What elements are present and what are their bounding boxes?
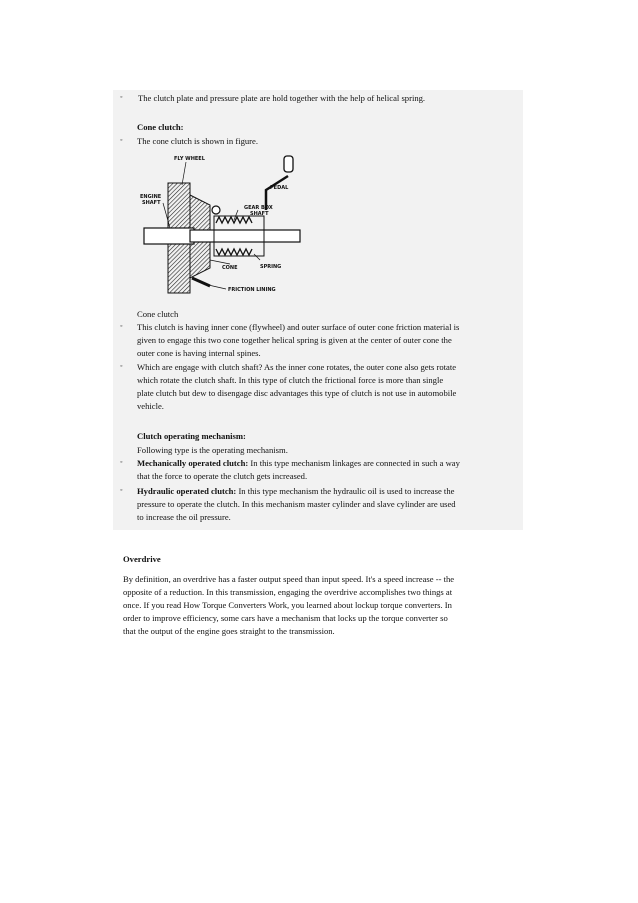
overdrive-heading: Overdrive bbox=[123, 554, 161, 564]
hydraulic-line-1 bbox=[137, 485, 454, 498]
cone-desc-line-1: This clutch is having inner cone (flywheel) and outer surface of outer cone friction material is bbox=[137, 322, 460, 332]
cone-desc2-line-4: vehicle. bbox=[137, 401, 164, 411]
bullet-marker: ◦ bbox=[120, 322, 123, 330]
overdrive-line-5: that the output of the engine goes straight to the transmission. bbox=[123, 626, 335, 636]
bullet-marker: ◦ bbox=[120, 362, 123, 370]
hydraulic-label: Hydraulic operated clutch: bbox=[137, 486, 237, 496]
mechanical-label: Mechanically operated clutch: bbox=[137, 458, 249, 468]
cone-desc2-line-2: which rotate the clutch shaft. In this type of clutch the frictional force is more than single bbox=[137, 375, 444, 385]
pedal-pad bbox=[284, 156, 293, 172]
label-gearbox-1: GEAR BOX bbox=[244, 205, 273, 211]
cone-desc-line-2: given to engage this two cone together helical spring is given at the center of outer cone the bbox=[137, 335, 452, 345]
label-fly-wheel: FLY WHEEL bbox=[174, 156, 205, 162]
cone-desc2-line-1: Which are engage with clutch shaft? As the inner cone rotates, the outer cone also gets rotate bbox=[137, 362, 457, 372]
mechanical-line-2: that the force to operate the clutch gets increased. bbox=[137, 471, 308, 481]
label-spring: SPRING bbox=[260, 264, 282, 270]
mechanical-text: In this type mechanism linkages are connected in such a way bbox=[248, 458, 460, 468]
overdrive-line-3: once. If you read How Torque Converters Work, you learned about lockup torque converters. In bbox=[123, 600, 452, 610]
cone-clutch-figure-bullet: The cone clutch is shown in figure. bbox=[137, 136, 258, 146]
cone-clutch-diagram bbox=[138, 150, 310, 300]
pivot bbox=[212, 206, 220, 214]
label-pedal: PEDAL bbox=[270, 185, 289, 191]
overdrive-line-2: opposite of a reduction. In this transmission, engaging the overdrive accomplishes two things at bbox=[123, 587, 453, 597]
operating-intro: Following type is the operating mechanism. bbox=[137, 445, 288, 455]
figure-caption: Cone clutch bbox=[137, 309, 179, 319]
bullet-marker: ◦ bbox=[120, 93, 123, 101]
cone-desc-line-3: outer cone is having internal spines. bbox=[137, 348, 261, 358]
label-gearbox-2: SHAFT bbox=[250, 211, 269, 217]
mechanical-line-1 bbox=[137, 457, 460, 470]
bullet-marker: ◦ bbox=[120, 486, 123, 494]
hydraulic-line-2: pressure to operate the clutch. In this mechanism master cylinder and slave cylinder are used bbox=[137, 499, 456, 509]
hydraulic-text: In this type mechanism the hydraulic oil is used to increase the bbox=[236, 486, 455, 496]
hydraulic-line-3: to increase the oil pressure. bbox=[137, 512, 231, 522]
label-engine-shaft-2: SHAFT bbox=[142, 200, 161, 206]
engine-shaft bbox=[144, 228, 194, 244]
label-engine-shaft-1: ENGINE bbox=[140, 194, 162, 200]
gearbox-shaft bbox=[190, 230, 300, 242]
bullet-marker: ◦ bbox=[120, 136, 123, 144]
cone-desc2-line-3: plate clutch but dew to disengage disc advantages this type of clutch is not use in automobile bbox=[137, 388, 457, 398]
label-friction-lining: FRICTION LINING bbox=[228, 287, 276, 293]
intro-bullet-text: The clutch plate and pressure plate are hold together with the help of helical spring. bbox=[138, 93, 426, 103]
cone-clutch-heading: Cone clutch: bbox=[137, 122, 184, 132]
operating-heading: Clutch operating mechanism: bbox=[137, 431, 246, 441]
overdrive-line-1: By definition, an overdrive has a faster output speed than input speed. It's a speed increase -- the bbox=[123, 574, 455, 584]
label-cone: CONE bbox=[222, 265, 238, 271]
overdrive-line-4: order to improve efficiency, some cars have a mechanism that locks up the torque converter so bbox=[123, 613, 448, 623]
bullet-marker: ◦ bbox=[120, 458, 123, 466]
